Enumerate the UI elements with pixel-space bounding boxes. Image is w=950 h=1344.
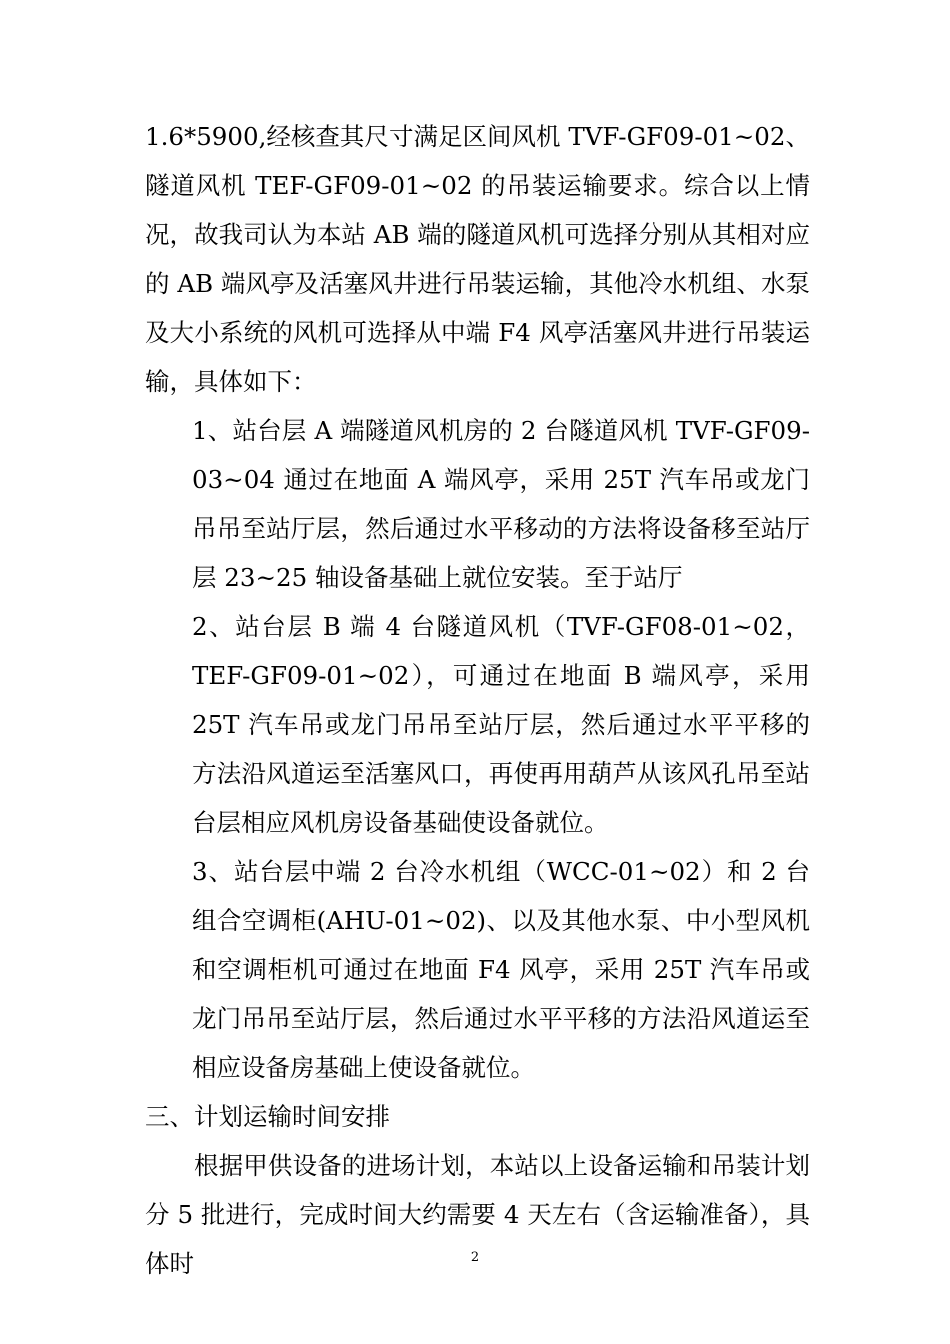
page-number: 2 [470, 1250, 480, 1265]
document-body [145, 112, 810, 1288]
list-item-2: 2、站台层 B 端 4 台隧道风机（TVF-GF08-01~02，TEF-GF09-01~02），可通过在地面 B 端风亭，采用 25T 汽车吊或龙门吊吊至站厅层，然后通过水平平移的方法沿风道运至活塞风口，再使再用葫芦从该风孔吊至站台层相应风机房设备基础使设备就位。 [192, 612, 810, 837]
section-heading: 三、计划运输时间安排 [145, 1102, 390, 1131]
list-item-3: 3、站台层中端 2 台冷水机组（WCC-01~02）和 2 台组合空调柜(AHU-01~02)、以及其他水泵、中小型风机和空调柜机可通过在地面 F4 风亭，采用 25T 汽车吊或龙门吊吊至站厅层，然后通过水平平移的方法沿风道运至相应设备房基础上使设备就位。 [192, 857, 810, 1082]
schedule-paragraph: 根据甲供设备的进场计划，本站以上设备运输和吊装计划分 5 批进行，完成时间大约需要 4 天左右（含运输准备），具体时 [145, 1151, 810, 1278]
intro-paragraph: 1.6*5900,经核查其尺寸满足区间风机 TVF-GF09-01~02、隧道风机 TEF-GF09-01~02 的吊装运输要求。综合以上情况，故我司认为本站 AB 端的隧道风机可选择分别从其相对应的 AB 端风亭及活塞风井进行吊装运输，其他冷水机组、水泵及大小系统的风机可选择从中端 F4 风亭活塞风井进行吊装运输，具体如下： [145, 122, 810, 396]
list-item-1: 1、站台层 A 端隧道风机房的 2 台隧道风机 TVF-GF09-03~04 通过在地面 A 端风亭，采用 25T 汽车吊或龙门吊吊至站厅层，然后通过水平移动的方法将设备移至站厅层 23~25 轴设备基础上就位安装。至于站厅 [192, 416, 810, 592]
